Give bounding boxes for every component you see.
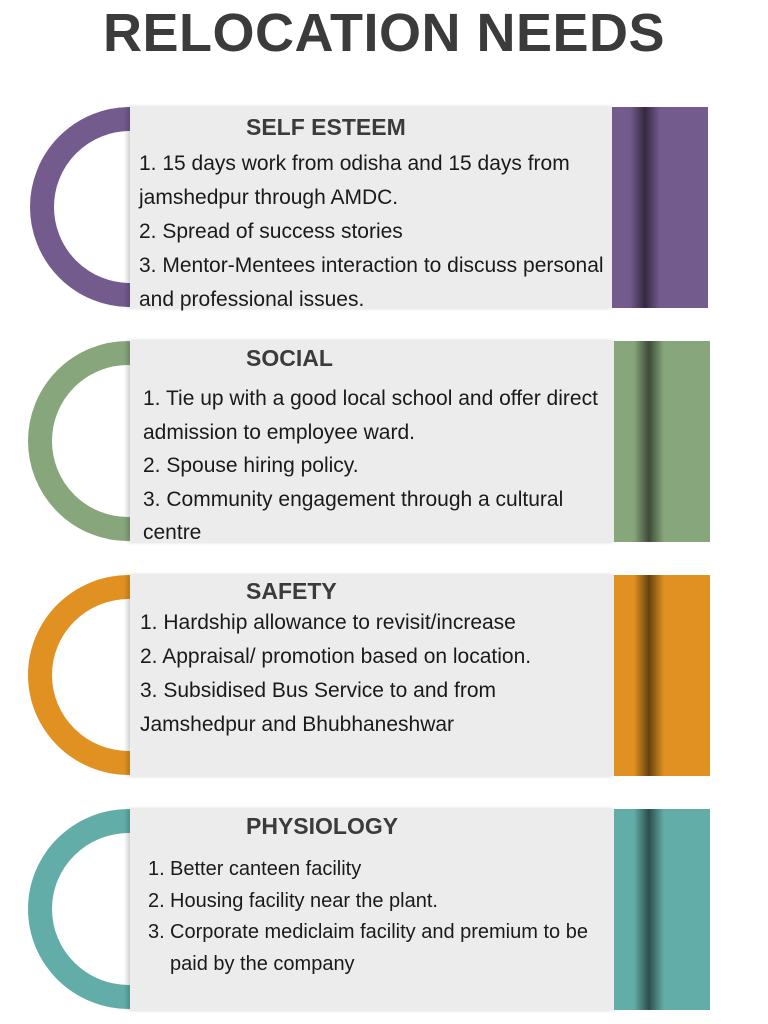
item-text: Spread of success stories [162, 220, 403, 243]
list-item [140, 606, 616, 640]
list-item [148, 886, 610, 918]
item-number: 3. [140, 679, 158, 702]
item-number: 1. [140, 611, 158, 634]
list-item [139, 147, 614, 215]
item-number: 1. [143, 387, 161, 410]
card-heading: SOCIAL [246, 345, 333, 371]
item-list [140, 606, 616, 742]
list-item [143, 382, 613, 449]
item-text: 15 days work from odisha and 15 days from jamshedpur through AMDC. [139, 152, 570, 209]
side-tab [614, 575, 710, 776]
item-number: 3. [148, 921, 165, 943]
item-number: 3. [143, 487, 161, 511]
card-heading: SELF ESTEEM [246, 114, 406, 140]
list-item [140, 640, 616, 674]
page-title: RELOCATION NEEDS [102, 3, 666, 63]
side-tab [614, 341, 710, 542]
list-item [143, 483, 613, 550]
item-list [139, 147, 614, 317]
item-number: 2. [148, 889, 165, 912]
item-number: 2. [140, 645, 158, 668]
item-text: Hardship allowance to revisit/increase [163, 611, 516, 634]
item-text: Better canteen facility [170, 858, 362, 880]
card-heading: SAFETY [246, 578, 337, 604]
item-text: Tie up with a good local school and offer direct admission to employee ward. [143, 387, 598, 444]
side-tab [612, 107, 708, 308]
item-text: Subsidised Bus Service to and from Jamshedpur and Bhubhaneshwar [140, 679, 497, 736]
item-text: Spouse hiring policy. [166, 454, 359, 477]
item-text: Housing facility near the plant. [170, 889, 438, 912]
item-number: 2. [139, 220, 157, 243]
item-text: Community engagement through a cultural centre [143, 487, 564, 544]
item-list [148, 854, 610, 980]
side-tab [614, 809, 710, 1010]
item-text: Appraisal/ promotion based on location. [162, 645, 532, 668]
list-item [140, 674, 616, 742]
list-item [143, 449, 613, 483]
item-text: Mentor-Mentees interaction to discuss personal and professional issues. [139, 254, 604, 311]
item-number: 1. [139, 152, 157, 175]
list-item [148, 854, 610, 886]
item-number: 3. [139, 254, 157, 277]
item-number: 1. [148, 858, 165, 880]
card-heading: PHYSIOLOGY [246, 813, 399, 839]
list-item [139, 249, 614, 317]
list-item [139, 215, 614, 249]
item-number: 2. [143, 454, 161, 477]
list-item [148, 917, 610, 980]
item-list [143, 382, 613, 550]
item-text: Corporate mediclaim facility and premium to be paid by the company [170, 921, 588, 975]
